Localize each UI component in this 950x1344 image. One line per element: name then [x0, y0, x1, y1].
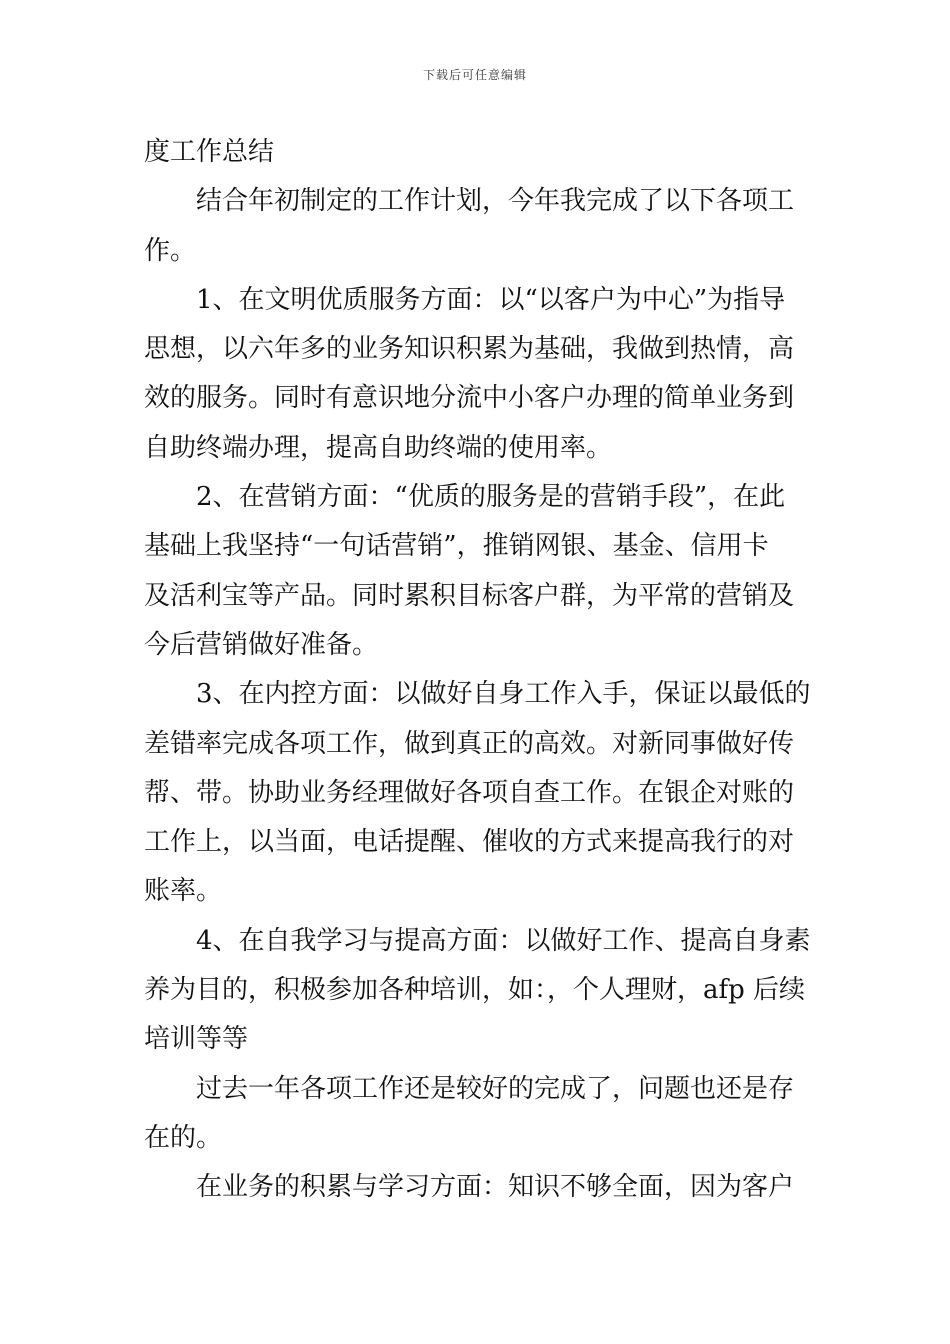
- text-line: 今后营销做好准备。: [144, 629, 379, 660]
- text-line: 差错率完成各项工作，做到真正的高效。对新同事做好传: [144, 728, 795, 759]
- text-line: 4、在自我学习与提高方面：以做好工作、提高自身素: [196, 925, 811, 956]
- text-line: 过去一年各项工作还是较好的完成了，问题也还是存: [196, 1073, 795, 1104]
- text-line: 及活利宝等产品。同时累积目标客户群，为平常的营销及: [144, 580, 795, 611]
- text-line: 效的服务。同时有意识地分流中小客户办理的简单业务到: [144, 383, 795, 414]
- text-line: 结合年初制定的工作计划，今年我完成了以下各项工: [196, 186, 795, 217]
- text-line: 3、在内控方面：以做好自身工作入手，保证以最低的: [196, 679, 811, 710]
- page-header: 下载后可任意编辑: [422, 68, 527, 82]
- text-line: 2、在营销方面：“优质的服务是的营销手段”，在此: [196, 482, 786, 513]
- text-line: 作。: [144, 235, 197, 266]
- text-line: 培训等等: [144, 1024, 249, 1055]
- text-line: 自助终端办理，提高自助终端的使用率。: [144, 432, 613, 463]
- text-line: 账率。: [144, 876, 223, 907]
- text-line: 帮、带。协助业务经理做好各项自查工作。在银企对账的: [144, 777, 795, 808]
- text-line: 1、在文明优质服务方面：以“以客户为中心”为指导: [196, 284, 786, 315]
- text-line: 度工作总结: [144, 137, 275, 167]
- text-line: 思想，以六年多的业务知识积累为基础，我做到热情，高: [144, 334, 795, 365]
- text-line: 工作上，以当面，电话提醒、催收的方式来提高我行的对: [144, 827, 795, 858]
- text-line: 在业务的积累与学习方面：知识不够全面，因为客户: [196, 1172, 795, 1203]
- text-line: 基础上我坚持“一句话营销”，推销网银、基金、信用卡: [144, 531, 769, 562]
- text-line: 在的。: [144, 1122, 223, 1153]
- document-body: [144, 128, 811, 1213]
- text-line: 养为目的，积极参加各种培训，如：，个人理财，afp 后续: [144, 975, 806, 1006]
